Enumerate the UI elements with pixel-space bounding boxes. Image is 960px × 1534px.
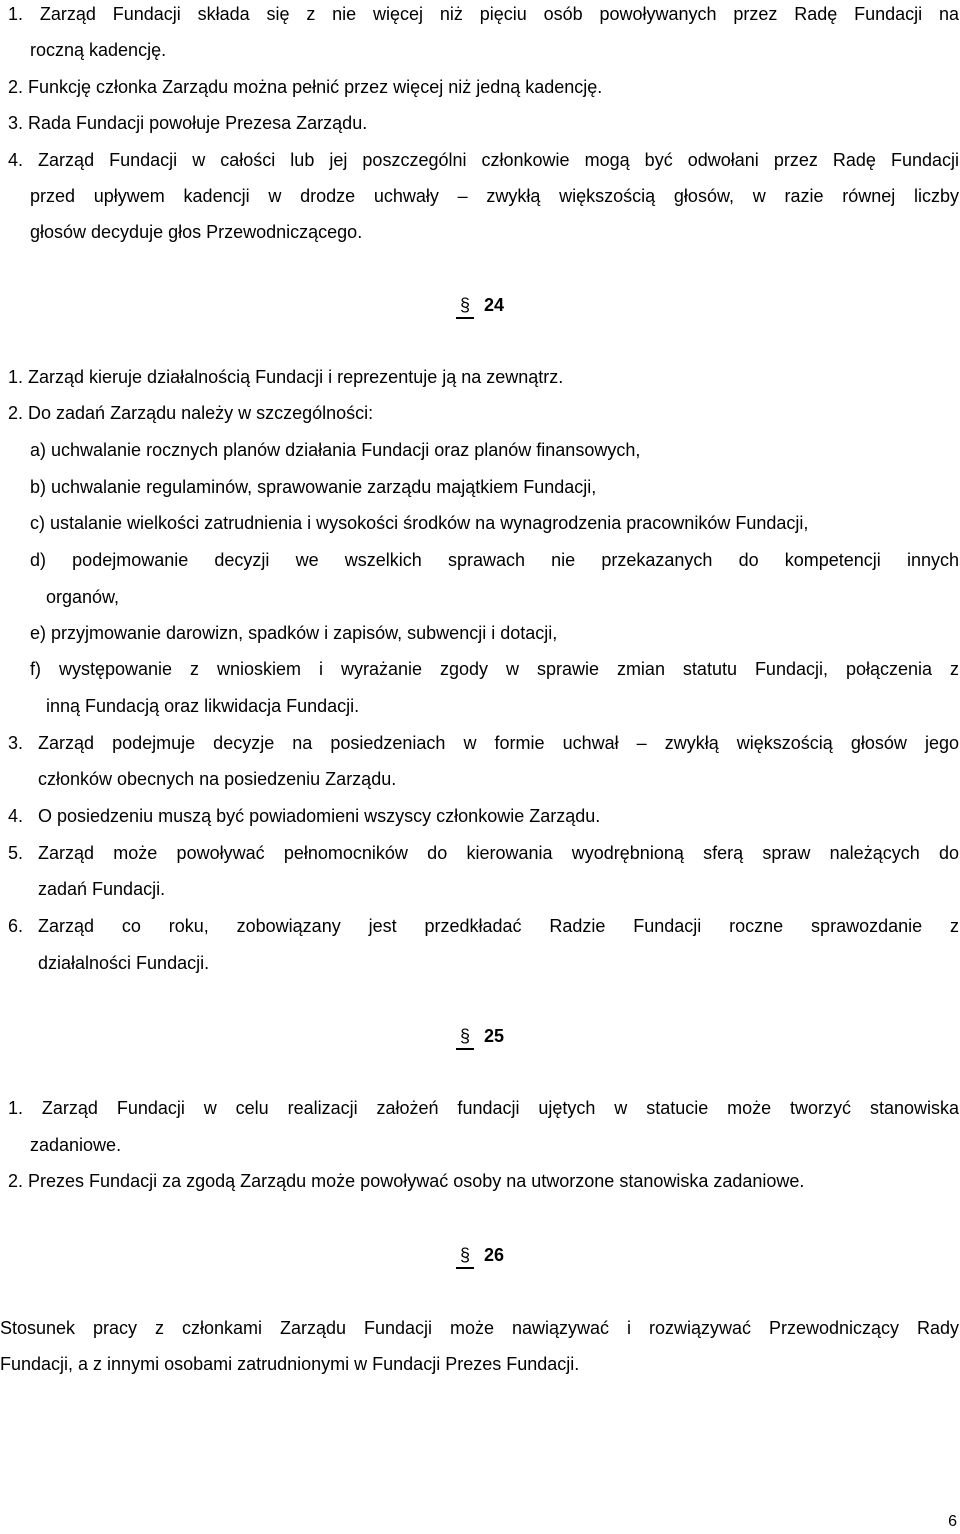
s24-item1: 1. Zarząd kieruje działalnością Fundacji i reprezentuje ją na zewnątrz. xyxy=(8,367,564,387)
section-number: 25 xyxy=(483,1026,505,1046)
s24-item5-line2: zadań Fundacji. xyxy=(38,879,166,899)
s23-item3: 3. Rada Fundacji powołuje Prezesa Zarządu. xyxy=(8,113,368,133)
paragraph-sign: § xyxy=(456,293,474,317)
s24-item2: 2. Do zadań Zarządu należy w szczególności: xyxy=(8,403,374,423)
section-24-heading xyxy=(0,293,960,319)
section-26-heading xyxy=(0,1243,960,1269)
s24-item3-number: 3. xyxy=(8,733,24,753)
s24-item2-a: a) uchwalanie rocznych planów działania Fundacji oraz planów finansowych, xyxy=(30,440,641,460)
s24-item4-number: 4. xyxy=(8,806,24,826)
s24-item4: O posiedzeniu muszą być powiadomieni wszyscy członkowie Zarządu. xyxy=(38,806,601,826)
s24-item6-line1: Zarząd co roku, zobowiązany jest przedkładać Radzie Fundacji roczne sprawozdanie z xyxy=(38,916,959,936)
s24-item2-f-line2: inną Fundacją oraz likwidacja Fundacji. xyxy=(46,696,360,716)
s26-text-line1: Stosunek pracy z członkami Zarządu Fundacji może nawiązywać i rozwiązywać Przewodniczący Rady xyxy=(0,1318,959,1338)
paragraph-sign: § xyxy=(456,1243,474,1267)
s24-item3-line1: Zarząd podejmuje decyzje na posiedzeniach w formie uchwał – zwykłą większością głosów jego xyxy=(38,733,959,753)
section-25-heading xyxy=(0,1024,960,1050)
s24-item6-line2: działalności Fundacji. xyxy=(38,953,210,973)
s23-item4-line3: głosów decyduje głos Przewodniczącego. xyxy=(30,222,363,242)
s24-item3-line2: członków obecnych na posiedzeniu Zarządu. xyxy=(38,769,397,789)
s24-item2-c: c) ustalanie wielkości zatrudnienia i wysokości środków na wynagrodzenia pracowników Fundacji, xyxy=(30,513,809,533)
s24-item2-b: b) uchwalanie regulaminów, sprawowanie zarządu majątkiem Fundacji, xyxy=(30,477,597,497)
s23-item4-line1: 4. Zarząd Fundacji w całości lub jej poszczególni członkowie mogą być odwołani przez Radę Fundacji xyxy=(8,150,959,170)
s25-item2: 2. Prezes Fundacji za zgodą Zarządu może powoływać osoby na utworzone stanowiska zadaniowe. xyxy=(8,1171,805,1191)
page-number: 6 xyxy=(948,1513,957,1530)
s24-item2-e: e) przyjmowanie darowizn, spadków i zapisów, subwencji i dotacji, xyxy=(30,623,558,643)
s23-item4-line2: przed upływem kadencji w drodze uchwały – zwykłą większością głosów, w razie równej liczby xyxy=(30,186,959,206)
paragraph-sign: § xyxy=(456,1024,474,1048)
s24-item2-d-line1: d) podejmowanie decyzji we wszelkich sprawach nie przekazanych do kompetencji innych xyxy=(30,550,959,570)
s25-item1-line2: zadaniowe. xyxy=(30,1135,122,1155)
s26-text-line2: Fundacji, a z innymi osobami zatrudnionymi w Fundacji Prezes Fundacji. xyxy=(0,1354,580,1374)
s23-item2: 2. Funkcję członka Zarządu można pełnić przez więcej niż jedną kadencję. xyxy=(8,77,603,97)
section-number: 24 xyxy=(483,295,505,315)
s23-item1-line1: 1. Zarząd Fundacji składa się z nie więcej niż pięciu osób powoływanych przez Radę Fundacji na xyxy=(8,4,959,24)
section-number: 26 xyxy=(483,1245,505,1265)
s25-item1-line1: 1. Zarząd Fundacji w celu realizacji założeń fundacji ujętych w statucie może tworzyć stanowiska xyxy=(8,1098,959,1118)
s24-item5-line1: Zarząd może powoływać pełnomocników do kierowania wyodrębnioną sferą spraw należących do xyxy=(38,843,959,863)
s23-item1-line2: roczną kadencję. xyxy=(30,40,167,60)
s24-item2-f-line1: f) występowanie z wnioskiem i wyrażanie zgody w sprawie zmian statutu Fundacji, połączenia z xyxy=(30,659,959,679)
s24-item6-number: 6. xyxy=(8,916,24,936)
s24-item5-number: 5. xyxy=(8,843,24,863)
s24-item2-d-line2: organów, xyxy=(46,587,120,607)
